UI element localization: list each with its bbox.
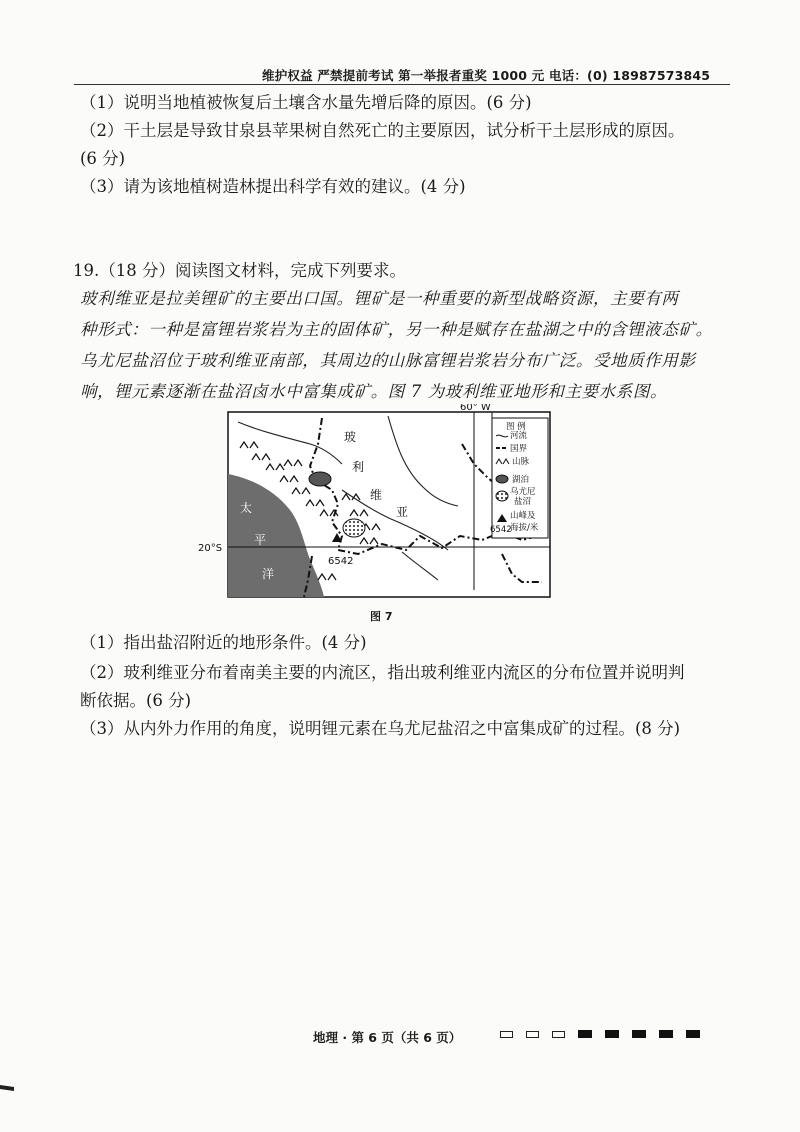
q18-part-1: （1）说明当地植被恢复后土壤含水量先增后降的原因。(6 分) [80,93,532,112]
q19-paragraph-line-4: 响，锂元素逐渐在盐沼卤水中富集成矿。图 7 为玻利维亚地形和主要水系图。 [80,382,668,401]
figure-caption: 图 7 [370,610,393,623]
bolivia-map-figure [192,404,562,604]
registration-mark-open [552,1031,565,1038]
uyuni-salt-flat [343,519,365,537]
registration-mark-filled [659,1030,673,1038]
registration-mark-filled [578,1030,592,1038]
q18-part-3: （3）请为该地植树造林提出科学有效的建议。(4 分) [80,177,466,196]
legend-peak-value: 6542 [490,525,512,535]
q19-paragraph-line-1: 玻利维亚是拉美锂矿的主要出口国。锂矿是一种重要的新型战略资源，主要有两 [80,289,679,308]
latitude-label: 20°S [198,543,223,554]
q18-part-2-score: (6 分) [80,149,126,168]
country-label-char: 维 [370,488,383,502]
longitude-label: 60° W [460,404,491,413]
legend-label-uyuni: 乌尤尼 [510,487,536,497]
legend-label-border: 国界 [510,444,528,454]
legend-label-peak: 山峰及 [510,511,536,521]
lake-titicaca [309,472,331,486]
legend-label-mountain: 山脉 [512,457,530,467]
legend-salt-flat-icon [496,491,508,501]
country-label-char: 亚 [396,505,409,519]
q18-part-2: （2）干土层是导致甘泉县苹果树自然死亡的主要原因，试分析干土层形成的原因。 [80,121,685,140]
q19-part-3: （3）从内外力作用的角度，说明锂元素在乌尤尼盐沼之中富集成矿的过程。(8 分) [80,719,681,738]
legend-label-salt-flat: 盐沼 [514,497,532,507]
exam-header: 维护权益 严禁提前考试 第一举报者重奖 1000 元 电话：(0) 18987573845 [262,68,711,83]
legend-label-river: 河流 [510,431,528,441]
ocean-label-char: 洋 [262,567,275,581]
header-rule [74,84,730,85]
legend-label-elevation: 海拔/米 [510,523,539,533]
q19-title: 19.（18 分）阅读图文材料，完成下列要求。 [73,261,406,280]
ocean-label-char: 平 [254,533,267,547]
country-label-char: 玻 [344,430,357,444]
q19-paragraph-line-3: 乌尤尼盐沼位于玻利维亚南部，其周边的山脉富锂岩浆岩分布广泛。受地质作用影 [80,351,696,370]
registration-mark-open [526,1031,539,1038]
scan-corner-mark [0,1085,14,1091]
bolivia-map [192,404,562,604]
q19-part-2-cont: 断依据。(6 分) [80,691,192,710]
registration-mark-filled [605,1030,619,1038]
footer-registration-marks [500,1030,700,1038]
legend-lake-icon [496,475,508,483]
registration-mark-filled [632,1030,646,1038]
q19-paragraph-line-2: 种形式：一种是富锂岩浆岩为主的固体矿，另一种是赋存在盐湖之中的含锂液态矿。 [80,320,713,339]
registration-mark-filled [686,1030,700,1038]
q19-part-2: （2）玻利维亚分布着南美主要的内流区，指出玻利维亚内流区的分布位置并说明判 [80,663,685,682]
legend-label-lake: 湖泊 [512,475,530,485]
q19-part-1: （1）指出盐沼附近的地形条件。(4 分) [80,633,367,652]
peak-elevation-label: 6542 [328,556,354,567]
ocean-label-char: 太 [240,501,253,515]
legend-title: 图 例 [506,422,526,432]
country-label-char: 利 [352,460,365,474]
registration-mark-open [500,1031,513,1038]
page-footer: 地理 · 第 6 页（共 6 页） [313,1030,462,1045]
